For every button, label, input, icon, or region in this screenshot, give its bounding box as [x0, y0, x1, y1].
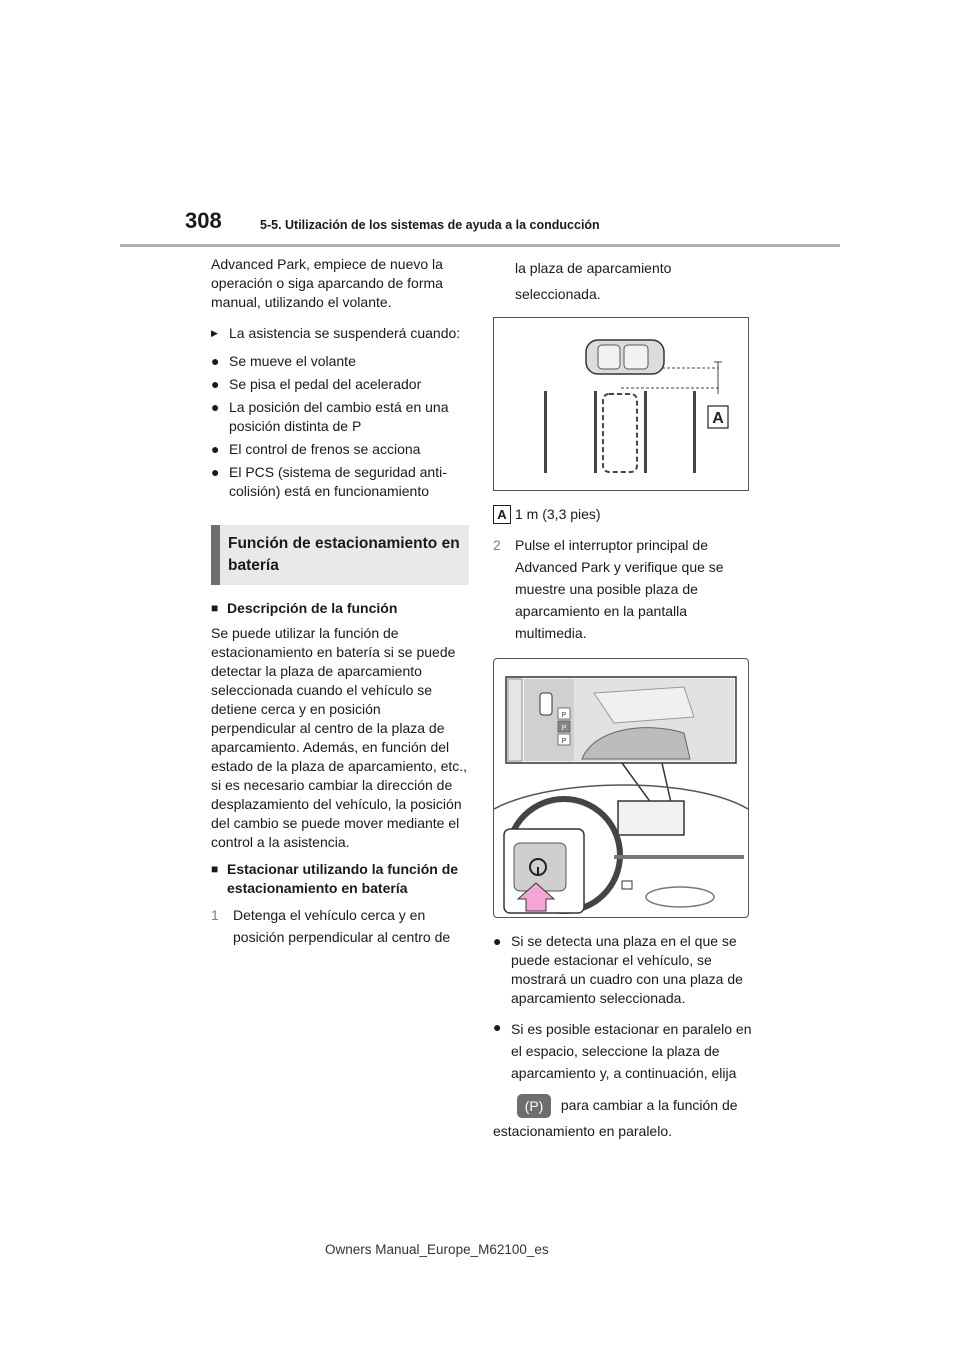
list-item: ● Si se detecta una plaza en el que se puede estacionar el vehículo, se mostrará un cuadro con una plaza de aparcamiento seleccionada.: [493, 933, 743, 1006]
arrow-item-text: La asistencia se suspenderá cuando:: [229, 325, 461, 341]
step-text: Detenga el vehículo cerca y en posición perpendicular al centro de: [233, 907, 451, 945]
list-item: ● La posición del cambio está en una posición distinta de P: [211, 399, 449, 434]
bullet-icon: ●: [211, 353, 220, 369]
step-1-continued: la plaza de aparcamiento seleccionada.: [515, 260, 672, 302]
bullet-icon: ●: [493, 1019, 502, 1035]
parallel-park-icon: (P): [517, 1094, 551, 1118]
bullet-icon: ●: [211, 399, 220, 415]
square-icon: ■: [211, 862, 219, 876]
parking-diagram-svg: [494, 318, 748, 490]
diagram-label-a: A: [712, 410, 724, 427]
list-item: ● El PCS (sistema de seguridad anti-colisión) está en funcionamiento: [211, 464, 447, 499]
badge-line-text: para cambiar a la función de estacionamiento en paralelo.: [493, 1097, 738, 1140]
intro-paragraph: Advanced Park, empiece de nuevo la operación o siga aparcando de forma manual, utilizando el volante.: [211, 256, 443, 310]
section-heading: 5-5. Utilización de los sistemas de ayuda a la conducción: [260, 218, 600, 232]
right-column: [493, 255, 753, 1152]
caption-text: 1 m (3,3 pies): [515, 506, 601, 522]
dashboard-illustration-svg: [494, 659, 748, 917]
screen-p-label-2: P: [561, 725, 567, 732]
arrow-item: [211, 322, 469, 344]
step-text: Pulse el interruptor principal de Advanced Park y verifique que se muestre una posible plaza de aparcamiento en la pantalla multimedia.: [515, 537, 724, 641]
badge-line: [493, 1092, 753, 1144]
step-number: 1: [211, 907, 219, 923]
step-1: [211, 904, 469, 948]
list-item: ● Si es posible estacionar en paralelo en el espacio, seleccione la plaza de aparcamiento y, a continuación, elija: [493, 1018, 753, 1084]
figure-caption: [493, 505, 753, 524]
caption-tag: A: [493, 505, 511, 524]
step-number: 2: [493, 537, 501, 553]
bullet-icon: ●: [211, 464, 220, 480]
description-heading: ■ Descripción de la función: [211, 600, 398, 616]
description-body: Se puede utilizar la función de estacionamiento en batería si se puede detectar la plaza de aparcamiento seleccionada cuando el vehículo se detiene cerca y en posición perpendicular al centro de la plaza de aparcamiento. Además, en función del estado de la plaza de aparcamiento, etc., si es necesario cambiar la dirección de desplazamiento del vehículo, la posición del cambio se puede mover mediante el control a la asistencia.: [211, 625, 468, 850]
screen-p-label-3: P: [561, 738, 567, 745]
dashboard-illustration: [493, 658, 749, 918]
parking-diagram: [493, 317, 749, 491]
left-column: [211, 255, 469, 952]
list-item: ● El control de frenos se acciona: [211, 441, 421, 457]
list-item: ● Se mueve el volante: [211, 353, 356, 369]
bullet-icon: ●: [493, 933, 502, 949]
bullet-icon: ●: [211, 441, 220, 457]
footer-text: Owners Manual_Europe_M62100_es: [325, 1242, 549, 1257]
header-rule: [120, 244, 840, 247]
function-title-box: Función de estacionamiento en batería: [211, 525, 469, 585]
square-icon: ■: [211, 601, 219, 615]
parking-heading: ■ Estacionar utilizando la función de estacionamiento en batería: [211, 861, 459, 896]
screen-p-label-1: P: [561, 712, 567, 719]
step-2: [493, 534, 753, 644]
page-number: 308: [185, 208, 222, 233]
bullet-icon: ●: [211, 376, 220, 392]
list-item: ● Se pisa el pedal del acelerador: [211, 376, 422, 392]
triangle-icon: ▶: [211, 328, 218, 338]
